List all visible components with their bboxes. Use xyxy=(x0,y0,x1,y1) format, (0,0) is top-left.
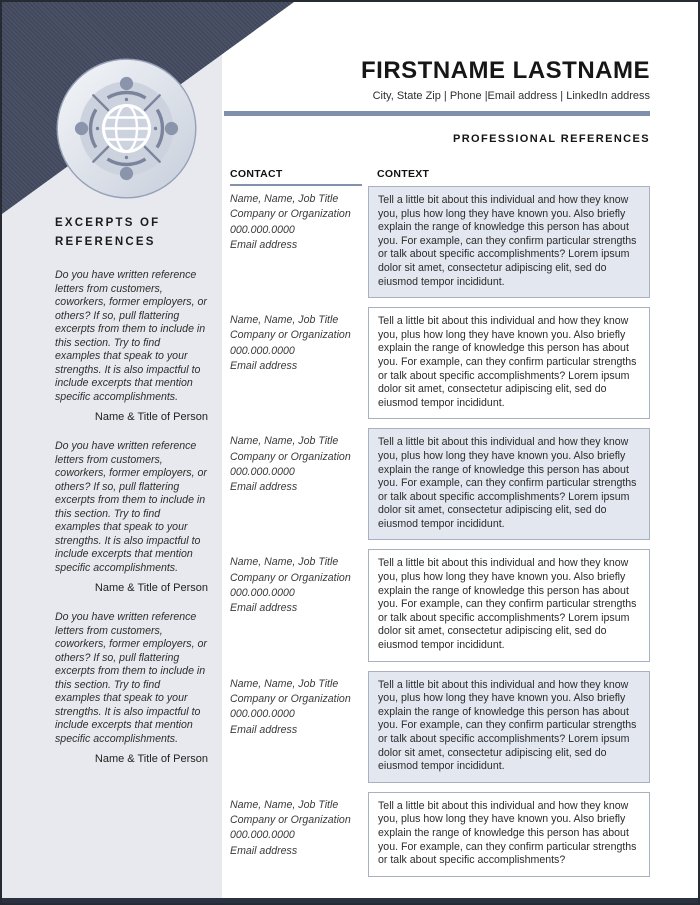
contact-cell xyxy=(230,549,362,661)
accent-divider-bar xyxy=(224,111,650,116)
context-cell: Tell a little bit about this individual and how they know you, plus how long they have known you. Also briefly explain the range of knowledge this person has about you. For example, can they confirm particular strengths or talk about specific accomplishments? Lorem ipsum dolor sit amet, consectetur adipiscing elit, sed do eiusmod tempor incididunt. xyxy=(368,186,650,298)
contact-company-line: Company or Organization xyxy=(230,692,351,705)
contact-name-line: Name, Name, Job Title xyxy=(230,314,339,327)
table-row xyxy=(230,671,650,783)
bottom-bar xyxy=(2,898,698,903)
contact-phone-line: 000.000.0000 xyxy=(230,223,295,236)
contact-name-line: Name, Name, Job Title xyxy=(230,556,339,569)
context-cell: Tell a little bit about this individual and how they know you, plus how long they have known you. Also briefly explain the range of knowledge this person has about you. For example, can they confirm particular strengths or talk about specific accomplishments? Lorem ipsum dolor sit amet, consectetur adipiscing elit, sed do eiusmod tempor incididunt. xyxy=(368,307,650,419)
contact-email-line: Email address xyxy=(230,481,298,494)
excerpt-attribution: Name & Title of Person xyxy=(94,411,208,423)
contact-phone-line: 000.000.0000 xyxy=(230,344,295,357)
contact-phone-line: 000.000.0000 xyxy=(230,465,295,478)
context-cell: Tell a little bit about this individual and how they know you, plus how long they have known you. Also briefly explain the range of knowledge this person has about you. For example, can they confirm particular strengths or talk about specific accomplishments? Lorem ipsum dolor sit amet, consectetur adipiscing elit, sed do eiusmod tempor incididunt. xyxy=(368,428,650,540)
contact-cell xyxy=(230,428,362,540)
excerpt-block xyxy=(55,440,208,594)
excerpt-attribution: Name & Title of Person xyxy=(94,582,208,594)
contact-phone-line: 000.000.0000 xyxy=(230,708,295,721)
excerpt-block xyxy=(55,269,208,423)
excerpt-paragraph: Do you have written reference letters from customers, coworkers, former employers, or others? If so, pull flattering excerpts from them to include in this section. Try to find examples that speak to your strengths. It is also impactful to include excerpts that mention specific accomplishments. xyxy=(55,440,207,574)
contact-phone-line: 000.000.0000 xyxy=(230,829,295,842)
contact-email-line: Email address xyxy=(230,238,298,251)
contact-cell xyxy=(230,792,362,877)
contact-company-line: Company or Organization xyxy=(230,814,351,827)
main-column xyxy=(224,2,650,877)
contact-phone-line: 000.000.0000 xyxy=(230,587,295,600)
table-row xyxy=(230,792,650,877)
contact-company-line: Company or Organization xyxy=(230,329,351,342)
contact-name-line: Name, Name, Job Title xyxy=(230,193,339,205)
table-row xyxy=(230,307,650,419)
contact-company-line: Company or Organization xyxy=(230,208,351,221)
contact-email-line: Email address xyxy=(230,723,298,736)
contact-info-line: City, State Zip | Phone |Email address | LinkedIn address xyxy=(372,90,650,102)
globe-network-icon xyxy=(56,58,197,199)
excerpt-paragraph: Do you have written reference letters from customers, coworkers, former employers, or others? If so, pull flattering excerpts from them to include in this section. Try to find examples that speak to your strengths. It is also impactful to include excerpts that mention specific accomplishments. xyxy=(55,611,207,745)
contact-company-line: Company or Organization xyxy=(230,450,351,463)
table-row xyxy=(230,549,650,661)
contact-cell xyxy=(230,186,362,298)
context-cell: Tell a little bit about this individual and how they know you, plus how long they have known you. Also briefly explain the range of knowledge this person has about you. For example, can they confirm particular strengths or talk about specific accomplishments? Lorem ipsum dolor sit amet, consectetur adipiscing elit, sed do eiusmod tempor incididunt. xyxy=(368,549,650,661)
references-table xyxy=(230,166,650,877)
table-row xyxy=(230,186,650,298)
contact-name-line: Name, Name, Job Title xyxy=(230,798,339,811)
excerpt-block xyxy=(55,611,208,765)
contact-company-line: Company or Organization xyxy=(230,571,351,584)
section-title: PROFESSIONAL REFERENCES xyxy=(452,133,650,145)
table-body xyxy=(230,186,650,877)
contact-name-line: Name, Name, Job Title xyxy=(230,435,339,448)
context-cell: Tell a little bit about this individual and how they know you, plus how long they have known you. Also briefly explain the range of knowledge this person has about you. For example, can they confirm particular strengths or talk about specific accomplishments? Lorem ipsum dolor sit amet, consectetur adipiscing elit, sed do eiusmod tempor incididunt. xyxy=(368,671,650,783)
excerpt-paragraph: Do you have written reference letters from customers, coworkers, former employers, or others? If so, pull flattering excerpts from them to include in this section. Try to find examples that speak to your strengths. It is also impactful to include excerpts that mention specific accomplishments. xyxy=(55,269,207,403)
table-header-row xyxy=(230,166,650,186)
sidebar-content xyxy=(55,214,208,782)
contact-cell xyxy=(230,671,362,783)
contact-email-line: Email address xyxy=(230,844,298,857)
column-header-context: CONTEXT xyxy=(377,168,430,180)
sidebar-heading: EXCERPTS OF REFERENCES xyxy=(55,217,161,248)
context-cell: Tell a little bit about this individual and how they know you, plus how long they have known you. Also briefly explain the range of knowledge this person has about you. For example, can they confirm particular strengths or talk about specific accomplishments? xyxy=(368,792,650,877)
contact-email-line: Email address xyxy=(230,360,298,373)
person-name: FIRSTNAME LASTNAME xyxy=(361,57,650,84)
column-header-contact: CONTACT xyxy=(230,166,362,186)
excerpt-attribution: Name & Title of Person xyxy=(94,753,208,765)
table-row xyxy=(230,428,650,540)
contact-cell xyxy=(230,307,362,419)
contact-name-line: Name, Name, Job Title xyxy=(230,677,339,690)
contact-email-line: Email address xyxy=(230,602,298,615)
